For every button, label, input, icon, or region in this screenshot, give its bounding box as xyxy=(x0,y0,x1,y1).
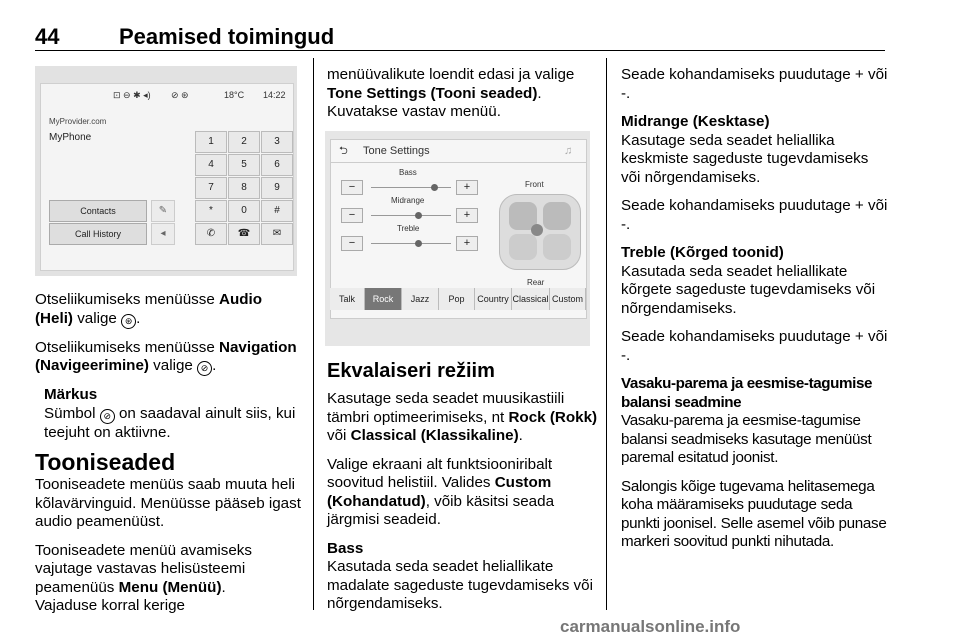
note-text: Sümbol ⊘ on saadaval ainult siis, kui teejuht on aktiivne. xyxy=(44,404,296,441)
keypad-key[interactable]: 0 xyxy=(228,200,260,222)
voicemail-icon[interactable]: ✉ xyxy=(261,223,293,245)
tab-jazz[interactable]: Jazz xyxy=(402,288,439,310)
bass-slider-track[interactable] xyxy=(371,187,451,188)
bass-minus-button[interactable]: − xyxy=(341,180,363,195)
keypad-key[interactable]: * xyxy=(195,200,227,222)
midrange-minus-button[interactable]: − xyxy=(341,208,363,223)
treble-plus-button[interactable]: + xyxy=(456,236,478,251)
tone-title: Tone Settings xyxy=(363,145,430,157)
column-divider xyxy=(606,58,607,610)
section-heading: Tooniseaded xyxy=(35,449,176,475)
paragraph: Tooniseadete menüüs saab muuta heli kõlavärvinguid. Menüüsse pääseb igast audio peamenüüst. xyxy=(35,476,301,530)
contacts-button[interactable]: Contacts xyxy=(49,200,147,222)
paragraph: Kasutada seda seadet heliallikate madalate sageduste tugevdamiseks või nõrgendamiseks. xyxy=(327,558,593,612)
midrange-slider-knob[interactable] xyxy=(415,212,422,219)
front-label: Front xyxy=(525,180,544,189)
paragraph: Vajaduse korral kerige xyxy=(35,597,185,614)
column-2-bottom xyxy=(327,358,599,624)
subheading: Bass xyxy=(327,539,364,557)
tab-talk[interactable]: Talk xyxy=(330,288,365,310)
seat-rl xyxy=(509,234,537,260)
tab-pop[interactable]: Pop xyxy=(439,288,475,310)
subheading: Vasaku-parema ja eesmise-tagumise balansi seadmine xyxy=(621,375,873,411)
keypad-key[interactable]: 2 xyxy=(228,131,260,153)
phone-screen-image xyxy=(35,66,297,276)
tone-title-bar xyxy=(331,140,586,163)
music-icon: ♫ xyxy=(564,145,573,157)
seat-fr xyxy=(543,202,571,230)
tab-country[interactable]: Country xyxy=(475,288,512,310)
note xyxy=(35,386,303,442)
treble-minus-button[interactable]: − xyxy=(341,236,363,251)
paragraph: Tooniseadete menüü avamiseks vajutage vastavas helisüsteemi peamenüüs Menu (Menüü). xyxy=(35,541,252,596)
tone-settings-image xyxy=(325,131,590,346)
device-name: MyPhone xyxy=(49,132,92,143)
paragraph: menüüvalikute loendit edasi ja valige Tone Settings (Tooni seaded). xyxy=(327,66,575,102)
subheading: Treble (Kõrged toonid) xyxy=(621,244,784,261)
handsfree-icon[interactable]: ◂ xyxy=(151,223,175,245)
paragraph: Kasutada seda seadet heliallikate kõrgete sageduste tugevdamiseks või nõrgendamiseks. xyxy=(621,262,876,317)
seat-rr xyxy=(543,234,571,260)
bass-label: Bass xyxy=(399,168,417,177)
page-header xyxy=(35,24,885,51)
phone-screen xyxy=(40,83,294,271)
note-title: Märkus xyxy=(44,386,98,403)
keypad-key[interactable]: 3 xyxy=(261,131,293,153)
column-divider xyxy=(313,58,314,610)
keypad-key[interactable]: # xyxy=(261,200,293,222)
keypad-key[interactable]: 7 xyxy=(195,177,227,199)
midrange-slider-track[interactable] xyxy=(371,215,451,216)
column-1 xyxy=(35,291,303,626)
status-bar xyxy=(41,84,293,108)
subheading: Midrange (Kesktase) xyxy=(621,113,770,130)
hangup-icon[interactable]: ☎ xyxy=(228,223,260,245)
keypad-key[interactable]: 8 xyxy=(228,177,260,199)
treble-slider-track[interactable] xyxy=(371,243,451,244)
status-icons: ⊡ ⊖ ✱ ◂) xyxy=(113,90,151,100)
column-3 xyxy=(621,66,891,562)
clock: 14:22 xyxy=(263,90,286,100)
watermark: carmanualsonline.info xyxy=(560,617,741,636)
paragraph: Otseliikumiseks menüüsse Navigation (Navigeerimine) valige ⊘ . xyxy=(35,338,297,374)
audio-icon: ⊛ xyxy=(121,314,136,329)
paragraph: Salongis kõige tugevama helitasemega koha määramiseks puudutage seda punkti joonisel. Selle asemel võib punase markeri soovitud punkti nihutada. xyxy=(621,477,887,550)
page-title: Peamised toimingud xyxy=(119,24,335,49)
keypad-key[interactable]: 5 xyxy=(228,154,260,176)
paragraph: Valige ekraani alt funktsiooniribalt soovitud helistiil. Valides Custom (Kohandatud), võib käsitsi seada järgmisi seadeid. xyxy=(327,455,555,528)
tab-classical[interactable]: Classical xyxy=(512,288,550,310)
page-number: 44 xyxy=(35,24,60,49)
keypad-key[interactable]: 4 xyxy=(195,154,227,176)
equalizer-tab-bar xyxy=(330,288,585,310)
call-icon[interactable]: ✆ xyxy=(195,223,227,245)
provider-name: MyProvider.com xyxy=(49,117,107,126)
paragraph: Kasutage seda seadet heliallika keskmiste sageduste tugevdamiseks või nõrgendamiseks. xyxy=(621,131,869,186)
tab-rock[interactable]: Rock xyxy=(365,288,402,310)
mute-mic-icon[interactable]: ✎ xyxy=(151,200,175,222)
bass-plus-button[interactable]: + xyxy=(456,180,478,195)
paragraph: Kuvatakse vastav menüü. xyxy=(327,103,501,120)
call-history-button[interactable]: Call History xyxy=(49,223,147,245)
midrange-plus-button[interactable]: + xyxy=(456,208,478,223)
paragraph: Seade kohandamiseks puudutage + või -. xyxy=(621,197,888,233)
paragraph: Vasaku-parema ja eesmise-tagumise balansi seadmiseks kasutage menüüst paremal esitatud joonist. xyxy=(621,412,872,466)
paragraph: Otseliikumiseks menüüsse Audio (Heli) valige ⊛ . xyxy=(35,291,263,327)
keypad-key[interactable]: 9 xyxy=(261,177,293,199)
treble-label: Treble xyxy=(397,224,420,233)
section-heading: Ekvalaiseri režiim xyxy=(327,360,495,382)
rear-label: Rear xyxy=(527,278,545,287)
bass-slider-knob[interactable] xyxy=(431,184,438,191)
paragraph: Seade kohandamiseks puudutage + või -. xyxy=(621,66,888,102)
temperature: 18°C xyxy=(224,90,245,100)
navigation-icon: ⊘ xyxy=(197,361,212,376)
keypad-key[interactable]: 1 xyxy=(195,131,227,153)
keypad-key[interactable]: 6 xyxy=(261,154,293,176)
nav-audio-icons: ⊘ ⊛ xyxy=(171,90,189,100)
paragraph: Seade kohandamiseks puudutage + või -. xyxy=(621,328,888,364)
paragraph: Kasutage seda seadet muusikastiili tämbri optimeerimiseks, nt Rock (Rokk) või Classical (Klassikaline). xyxy=(327,390,598,444)
column-2-top xyxy=(327,66,599,132)
treble-slider-knob[interactable] xyxy=(415,240,422,247)
midrange-label: Midrange xyxy=(391,196,425,205)
tab-custom[interactable]: Custom xyxy=(550,288,586,310)
navigation-icon: ⊘ xyxy=(100,409,115,424)
back-icon[interactable]: ⮌ xyxy=(339,145,348,157)
balance-marker[interactable] xyxy=(531,224,543,236)
